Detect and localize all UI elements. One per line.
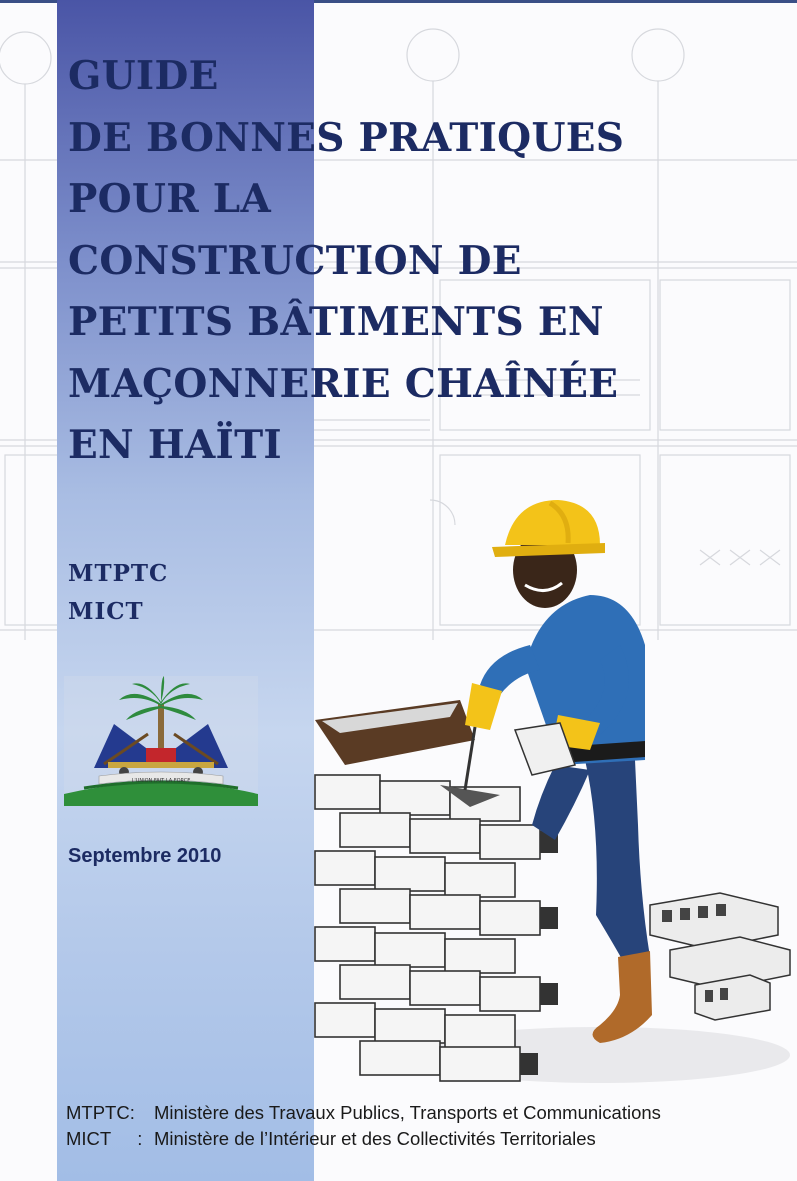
emblem-motto-text: L'UNION FAIT LA FORCE (131, 778, 191, 784)
title-line: CONSTRUCTION DE (68, 237, 522, 284)
document-title (68, 46, 624, 477)
title-line: PETITS BÂTIMENTS EN (68, 299, 604, 345)
footer-full-name: Ministère des Travaux Publics, Transports et Communications (154, 1102, 661, 1123)
organization-mict: MICT (68, 598, 144, 625)
title-line: MAÇONNERIE CHAÎNÉE (68, 360, 619, 407)
publication-date: Septembre 2010 (68, 845, 222, 867)
footer-abbr-text: MICT (66, 1128, 112, 1149)
footer-row-mict (66, 1126, 661, 1152)
footer-abbr-text: MTPTC (66, 1102, 130, 1123)
mason-worker-illustration (300, 495, 797, 1095)
title-line: DE BONNES PRATIQUES (68, 114, 625, 161)
footer-separator: : (137, 1128, 143, 1149)
organization-mtptc: MTPTC (68, 560, 169, 587)
title-line: EN HAÏTI (68, 422, 282, 468)
footer-full-name: Ministère de l’Intérieur et des Collectivités Territoriales (154, 1128, 596, 1149)
footer-separator: : (129, 1102, 135, 1123)
footer-row-mtptc (66, 1100, 661, 1126)
footer-abbreviation (66, 1100, 154, 1126)
footer-abbreviation (66, 1126, 154, 1152)
title-line: POUR LA (68, 176, 272, 222)
haiti-coat-of-arms-emblem (64, 676, 258, 806)
title-line: GUIDE (68, 53, 219, 99)
acronym-legend (66, 1100, 661, 1152)
